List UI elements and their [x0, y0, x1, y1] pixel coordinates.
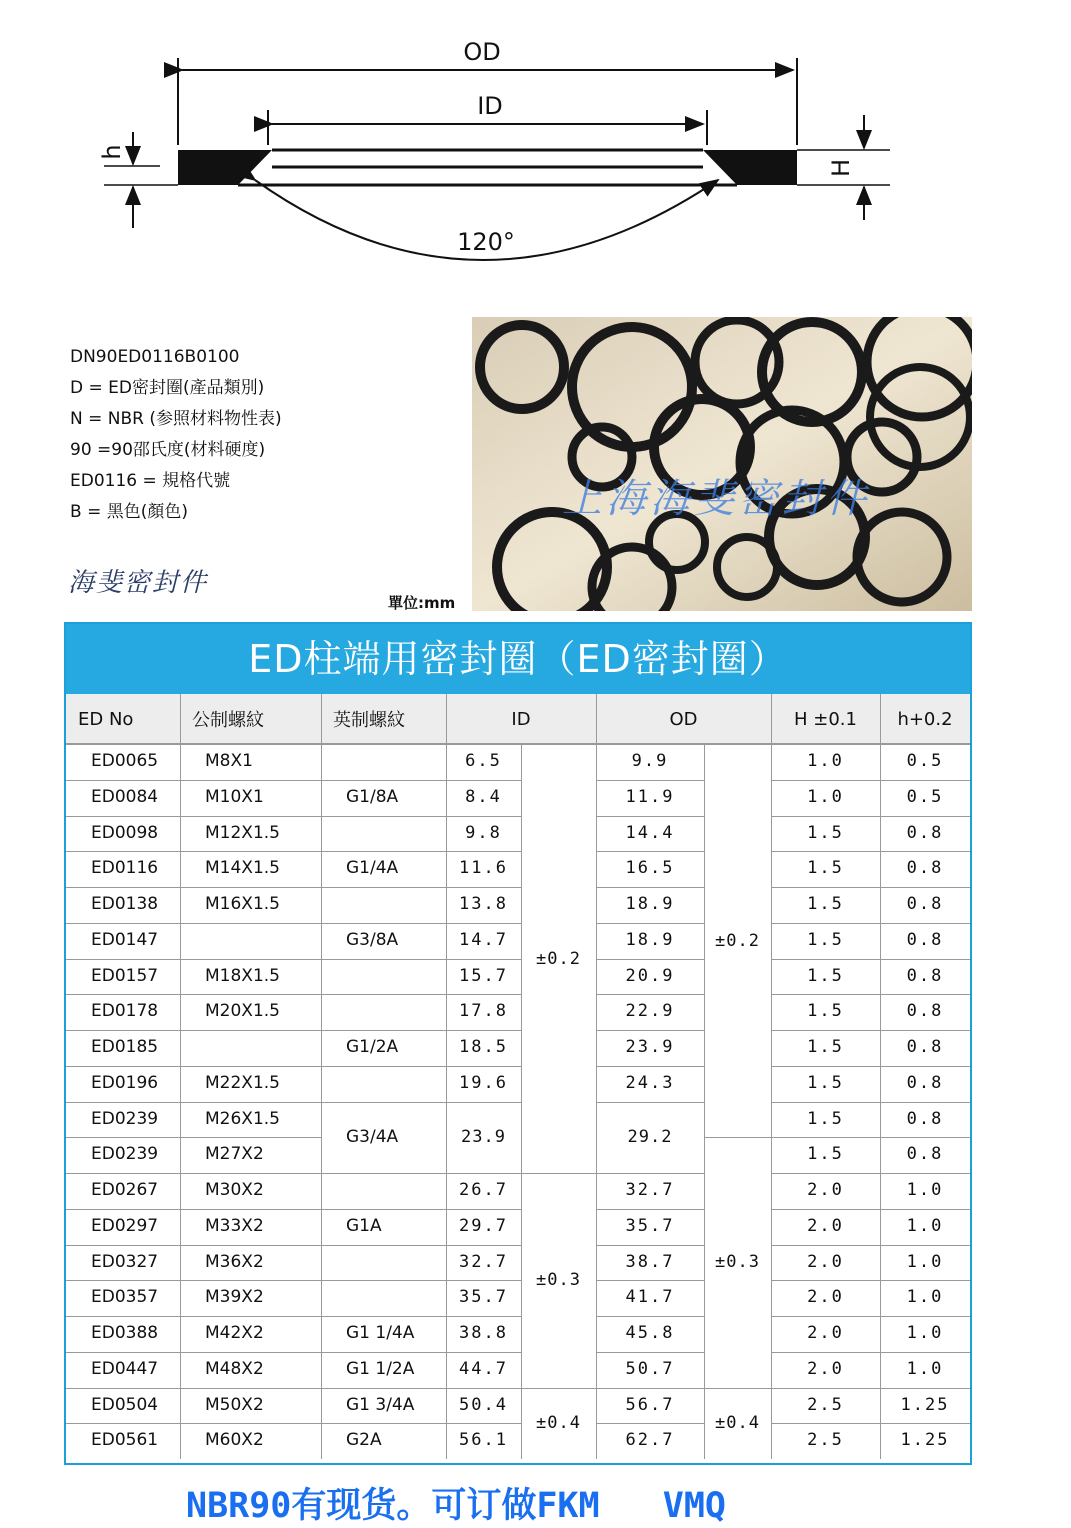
spec-grid — [66, 694, 970, 1463]
grid-line — [321, 1173, 521, 1174]
cell-h-big: 2.5 — [807, 1394, 844, 1415]
grid-line — [66, 1352, 321, 1353]
cell-h-small: 0.8 — [906, 965, 944, 986]
grid-line — [771, 1066, 970, 1067]
cell-imperial-thread-merged: G3/4A — [346, 1127, 399, 1148]
cell-id: 29.7 — [459, 1215, 508, 1236]
cell-id-tolerance: ±0.4 — [536, 1413, 581, 1434]
cell-od-merged: 29.2 — [627, 1127, 673, 1148]
grid-line — [596, 780, 704, 781]
cell-od: 41.7 — [625, 1287, 675, 1308]
code-line: D = ED密封圈(產品類別) — [70, 378, 265, 398]
grid-line — [66, 1173, 321, 1174]
cell-h-big: 2.0 — [807, 1180, 844, 1200]
cell-ed-no: ED0138 — [91, 894, 159, 914]
cell-metric-thread: M48X2 — [205, 1358, 264, 1379]
grid-line — [321, 780, 521, 781]
product-photo — [472, 317, 972, 611]
column-header: 公制螺紋 — [180, 694, 321, 744]
cell-metric-thread: M10X1 — [205, 786, 264, 807]
cell-id: 19.6 — [459, 1072, 508, 1093]
cell-ed-no: ED0327 — [91, 1251, 159, 1272]
cell-id: 6.5 — [465, 751, 502, 771]
cell-od: 18.9 — [625, 894, 675, 914]
cell-h-small: 0.8 — [906, 1001, 944, 1022]
grid-line — [596, 1316, 704, 1317]
cell-h-small: 0.8 — [906, 1037, 944, 1057]
cell-metric-thread: M26X1.5 — [205, 1108, 280, 1129]
grid-line — [66, 1316, 321, 1317]
grid-line — [771, 1352, 970, 1353]
cell-ed-no: ED0185 — [91, 1037, 159, 1057]
cell-metric-thread: M20X1.5 — [205, 1001, 280, 1022]
grid-line — [321, 1423, 521, 1424]
cell-ed-no: ED0239 — [91, 1108, 159, 1129]
cell-h-big: 1.5 — [807, 858, 844, 879]
grid-line — [521, 1173, 596, 1174]
grid-line — [321, 1102, 521, 1103]
cell-ed-no: ED0297 — [91, 1215, 159, 1236]
grid-line — [180, 694, 181, 1459]
grid-line — [771, 1388, 970, 1389]
cell-h-big: 2.0 — [807, 1287, 844, 1308]
grid-line — [66, 1209, 321, 1210]
cell-metric-thread: M22X1.5 — [205, 1072, 280, 1093]
cell-imperial-thread: G1/4A — [346, 858, 399, 879]
cell-h-small: 1.0 — [906, 1215, 944, 1236]
unit-label: 單位:mm — [388, 594, 456, 612]
cell-h-big: 2.0 — [807, 1323, 844, 1343]
code-line: N = NBR (参照材料物性表) — [70, 409, 282, 429]
grid-line — [771, 694, 772, 1459]
column-header: ED No — [66, 694, 180, 744]
cell-od: 45.8 — [625, 1323, 675, 1343]
cell-id: 17.8 — [459, 1001, 508, 1022]
grid-line — [321, 959, 521, 960]
grid-line — [321, 1316, 521, 1317]
cell-metric-thread: M60X2 — [205, 1430, 264, 1451]
cell-metric-thread: M36X2 — [205, 1251, 264, 1272]
cell-id: 35.7 — [459, 1287, 508, 1308]
grid-line — [66, 743, 970, 745]
grid-line — [321, 923, 521, 924]
cell-imperial-thread — [321, 959, 446, 995]
photo-watermark: 上海海斐密封件 — [562, 476, 870, 522]
brand-script: 海斐密封件 — [68, 568, 209, 598]
grid-line — [321, 1245, 521, 1246]
cell-imperial-thread — [321, 1245, 446, 1281]
cell-id: 44.7 — [459, 1358, 508, 1379]
grid-line — [596, 851, 704, 852]
grid-line — [596, 694, 597, 1459]
grid-line — [771, 1423, 970, 1424]
cell-imperial-thread: G1 1/2A — [346, 1358, 415, 1379]
code-line: 90 =90邵氏度(材料硬度) — [70, 440, 266, 460]
cell-metric-thread: M14X1.5 — [205, 858, 280, 879]
cell-ed-no: ED0388 — [91, 1323, 159, 1343]
cell-h-big: 1.5 — [807, 894, 844, 914]
cell-imperial-thread — [321, 816, 446, 852]
grid-line — [446, 694, 447, 1459]
id-label: ID — [477, 92, 503, 120]
cell-od: 20.9 — [625, 965, 675, 986]
cell-metric-thread: M18X1.5 — [205, 965, 280, 986]
grid-line — [596, 1423, 704, 1424]
cell-od-tolerance: ±0.4 — [715, 1413, 760, 1434]
grid-line — [321, 1352, 521, 1353]
grid-line — [321, 994, 521, 995]
grid-line — [596, 1102, 704, 1103]
grid-line — [771, 923, 970, 924]
cell-h-small: 1.0 — [906, 1287, 944, 1308]
column-header: ID — [446, 694, 596, 744]
cell-od: 16.5 — [625, 858, 675, 879]
cell-h-small: 0.5 — [906, 751, 944, 771]
grid-line — [66, 1102, 321, 1103]
cell-h-big: 1.5 — [807, 1108, 844, 1129]
grid-line — [66, 1280, 321, 1281]
cell-ed-no: ED0561 — [91, 1430, 159, 1451]
grid-line — [66, 1423, 321, 1424]
grid-line — [771, 1280, 970, 1281]
cell-ed-no: ED0157 — [91, 965, 159, 986]
cell-metric-thread: M50X2 — [205, 1394, 264, 1415]
cell-h-big: 2.0 — [807, 1251, 844, 1272]
grid-line — [596, 1352, 704, 1353]
cell-ed-no: ED0178 — [91, 1001, 159, 1022]
grid-line — [704, 1137, 771, 1138]
column-header: H ±0.1 — [771, 694, 880, 744]
cell-h-big: 2.0 — [807, 1215, 844, 1236]
grid-line — [321, 1066, 521, 1067]
grid-line — [596, 1209, 704, 1210]
cell-id: 15.7 — [459, 965, 508, 986]
grid-line — [321, 1030, 521, 1031]
cell-imperial-thread: G3/8A — [346, 929, 399, 950]
grid-line — [66, 1030, 321, 1031]
cell-ed-no: ED0084 — [91, 786, 159, 807]
h-small-label: h — [98, 144, 126, 160]
cell-h-small: 1.0 — [906, 1180, 944, 1200]
cell-id: 14.7 — [459, 929, 508, 950]
cell-metric-thread — [180, 1030, 321, 1066]
grid-line — [596, 1066, 704, 1067]
product-photo-rings — [472, 317, 972, 611]
grid-line — [771, 1137, 970, 1138]
cell-od: 18.9 — [625, 929, 675, 950]
cell-id: 8.4 — [465, 786, 502, 807]
cell-id: 56.1 — [459, 1430, 508, 1451]
cell-h-small: 0.8 — [906, 894, 944, 914]
cell-h-big: 1.5 — [807, 1144, 844, 1165]
cell-id: 11.6 — [459, 858, 508, 879]
cell-od: 50.7 — [625, 1358, 675, 1379]
cell-ed-no: ED0065 — [91, 751, 159, 771]
od-label: OD — [463, 38, 501, 66]
cell-metric-thread: M33X2 — [205, 1215, 264, 1236]
cell-h-big: 1.5 — [807, 1037, 844, 1057]
cell-od: 11.9 — [625, 786, 675, 807]
cell-h-big: 1.0 — [807, 786, 844, 807]
cell-od: 35.7 — [625, 1215, 675, 1236]
grid-line — [66, 887, 321, 888]
cell-od: 23.9 — [625, 1037, 675, 1057]
grid-line — [596, 1173, 704, 1174]
angle-label: 120° — [457, 228, 515, 256]
grid-line — [771, 816, 970, 817]
grid-line — [521, 744, 522, 1459]
cell-ed-no: ED0357 — [91, 1287, 159, 1308]
grid-line — [66, 780, 321, 781]
cell-ed-no: ED0196 — [91, 1072, 159, 1093]
cell-h-big: 1.5 — [807, 1072, 844, 1093]
cell-ed-no: ED0116 — [91, 858, 159, 879]
grid-line — [66, 851, 321, 852]
grid-line — [66, 1388, 321, 1389]
grid-line — [771, 994, 970, 995]
column-header: h+0.2 — [880, 694, 970, 744]
cell-id: 50.4 — [459, 1394, 508, 1415]
cell-metric-thread: M16X1.5 — [205, 894, 280, 914]
cell-h-big: 2.0 — [807, 1358, 844, 1379]
cell-h-small: 1.25 — [900, 1430, 950, 1451]
cell-id: 38.8 — [459, 1323, 508, 1343]
grid-line — [596, 816, 704, 817]
grid-line — [66, 816, 321, 817]
grid-line — [596, 1245, 704, 1246]
spec-table — [64, 622, 972, 1465]
cell-imperial-thread — [321, 1173, 446, 1209]
cell-imperial-thread — [321, 994, 446, 1030]
grid-line — [321, 887, 521, 888]
cell-od: 62.7 — [625, 1430, 675, 1451]
grid-line — [321, 1209, 521, 1210]
cell-id: 13.8 — [459, 894, 508, 914]
grid-line — [66, 1137, 321, 1138]
cell-h-big: 1.5 — [807, 822, 844, 843]
cell-id-tolerance: ±0.3 — [536, 1270, 581, 1291]
grid-line — [321, 816, 521, 817]
seal-cross-section-diagram — [0, 0, 1071, 300]
cell-metric-thread: M30X2 — [205, 1180, 264, 1200]
cell-imperial-thread: G1 3/4A — [346, 1394, 415, 1415]
cell-od: 14.4 — [625, 822, 675, 843]
grid-line — [521, 1388, 596, 1389]
cell-imperial-thread — [321, 744, 446, 780]
cell-h-big: 1.5 — [807, 929, 844, 950]
seal-section-left — [178, 150, 272, 185]
grid-line — [66, 1066, 321, 1067]
grid-line — [771, 851, 970, 852]
cell-h-small: 1.0 — [906, 1358, 944, 1379]
grid-line — [596, 994, 704, 995]
grid-line — [596, 1280, 704, 1281]
h-large-label: H — [827, 158, 855, 178]
cell-metric-thread: M42X2 — [205, 1323, 264, 1343]
cell-imperial-thread: G1 1/4A — [346, 1323, 415, 1343]
code-line: B = 黑色(顏色) — [70, 502, 188, 522]
cell-h-big: 1.5 — [807, 1001, 844, 1022]
cell-imperial-thread — [321, 1280, 446, 1316]
cell-imperial-thread: G1/2A — [346, 1037, 399, 1057]
grid-line — [321, 851, 521, 852]
grid-line — [66, 923, 321, 924]
grid-line — [321, 1388, 521, 1389]
cell-metric-thread: M8X1 — [205, 751, 253, 771]
cell-h-big: 2.5 — [807, 1430, 844, 1451]
cell-od: 9.9 — [631, 751, 669, 771]
grid-line — [596, 1388, 704, 1389]
cell-od: 38.7 — [625, 1251, 675, 1272]
cell-id-tolerance: ±0.2 — [536, 948, 581, 969]
cell-id: 26.7 — [459, 1180, 508, 1200]
cell-metric-thread: M27X2 — [205, 1144, 264, 1165]
grid-line — [704, 744, 705, 1459]
cell-id: 9.8 — [465, 822, 502, 843]
cell-h-small: 1.0 — [906, 1251, 944, 1272]
cell-metric-thread: M12X1.5 — [205, 822, 280, 843]
cell-od: 32.7 — [625, 1180, 675, 1200]
product-code-legend — [70, 342, 450, 528]
cell-imperial-thread: G1/8A — [346, 786, 399, 807]
grid-line — [771, 1030, 970, 1031]
grid-line — [596, 959, 704, 960]
grid-line — [771, 887, 970, 888]
grid-line — [771, 959, 970, 960]
cell-id: 18.5 — [459, 1037, 508, 1057]
cell-od: 22.9 — [625, 1001, 675, 1022]
cell-od-tolerance: ±0.2 — [715, 930, 760, 951]
cell-ed-no: ED0098 — [91, 822, 159, 843]
grid-line — [596, 887, 704, 888]
table-title: ED柱端用密封圈（ED密封圈） — [66, 624, 970, 694]
cell-imperial-thread: G1A — [346, 1215, 382, 1236]
cell-h-small: 0.8 — [906, 822, 944, 843]
grid-line — [596, 1030, 704, 1031]
cell-imperial-thread — [321, 887, 446, 923]
cell-h-small: 0.5 — [906, 786, 944, 807]
cell-h-big: 1.5 — [807, 965, 844, 986]
cell-h-small: 0.8 — [906, 1072, 944, 1093]
cell-imperial-thread: G2A — [346, 1430, 382, 1451]
cell-ed-no: ED0447 — [91, 1358, 159, 1379]
cell-od: 56.7 — [625, 1394, 675, 1415]
cell-id: 32.7 — [459, 1251, 508, 1272]
column-header: OD — [596, 694, 771, 744]
cell-h-small: 1.0 — [906, 1323, 944, 1343]
cell-h-small: 0.8 — [906, 929, 944, 950]
cell-metric-thread: M39X2 — [205, 1287, 264, 1308]
grid-line — [596, 923, 704, 924]
grid-line — [771, 1209, 970, 1210]
cell-h-big: 1.0 — [807, 751, 844, 771]
grid-line — [771, 1316, 970, 1317]
grid-line — [771, 780, 970, 781]
cell-ed-no: ED0147 — [91, 929, 159, 950]
cell-ed-no: ED0267 — [91, 1180, 159, 1200]
cell-od-tolerance: ±0.3 — [715, 1252, 760, 1273]
grid-line — [321, 1280, 521, 1281]
cell-ed-no: ED0239 — [91, 1144, 159, 1165]
grid-line — [66, 1245, 321, 1246]
code-line: ED0116 = 規格代號 — [70, 471, 231, 491]
cell-imperial-thread — [321, 1066, 446, 1102]
cell-h-small: 0.8 — [906, 1108, 944, 1129]
code-line: DN90ED0116B0100 — [70, 347, 240, 367]
grid-line — [771, 1245, 970, 1246]
grid-line — [880, 694, 881, 1459]
cell-ed-no: ED0504 — [91, 1394, 159, 1415]
stock-note: NBR90有现货。可订做FKM VMQ — [186, 1486, 727, 1526]
cell-od: 24.3 — [625, 1072, 675, 1093]
grid-line — [771, 1102, 970, 1103]
cell-id-merged: 23.9 — [461, 1127, 506, 1148]
grid-line — [704, 1388, 771, 1389]
grid-line — [771, 1173, 970, 1174]
grid-line — [321, 694, 322, 1459]
grid-line — [66, 994, 321, 995]
grid-line — [66, 959, 321, 960]
cell-h-small: 0.8 — [906, 858, 944, 879]
column-header: 英制螺紋 — [321, 694, 446, 744]
cell-h-small: 0.8 — [906, 1144, 944, 1165]
cell-h-small: 1.25 — [900, 1394, 950, 1415]
cell-metric-thread — [180, 923, 321, 959]
